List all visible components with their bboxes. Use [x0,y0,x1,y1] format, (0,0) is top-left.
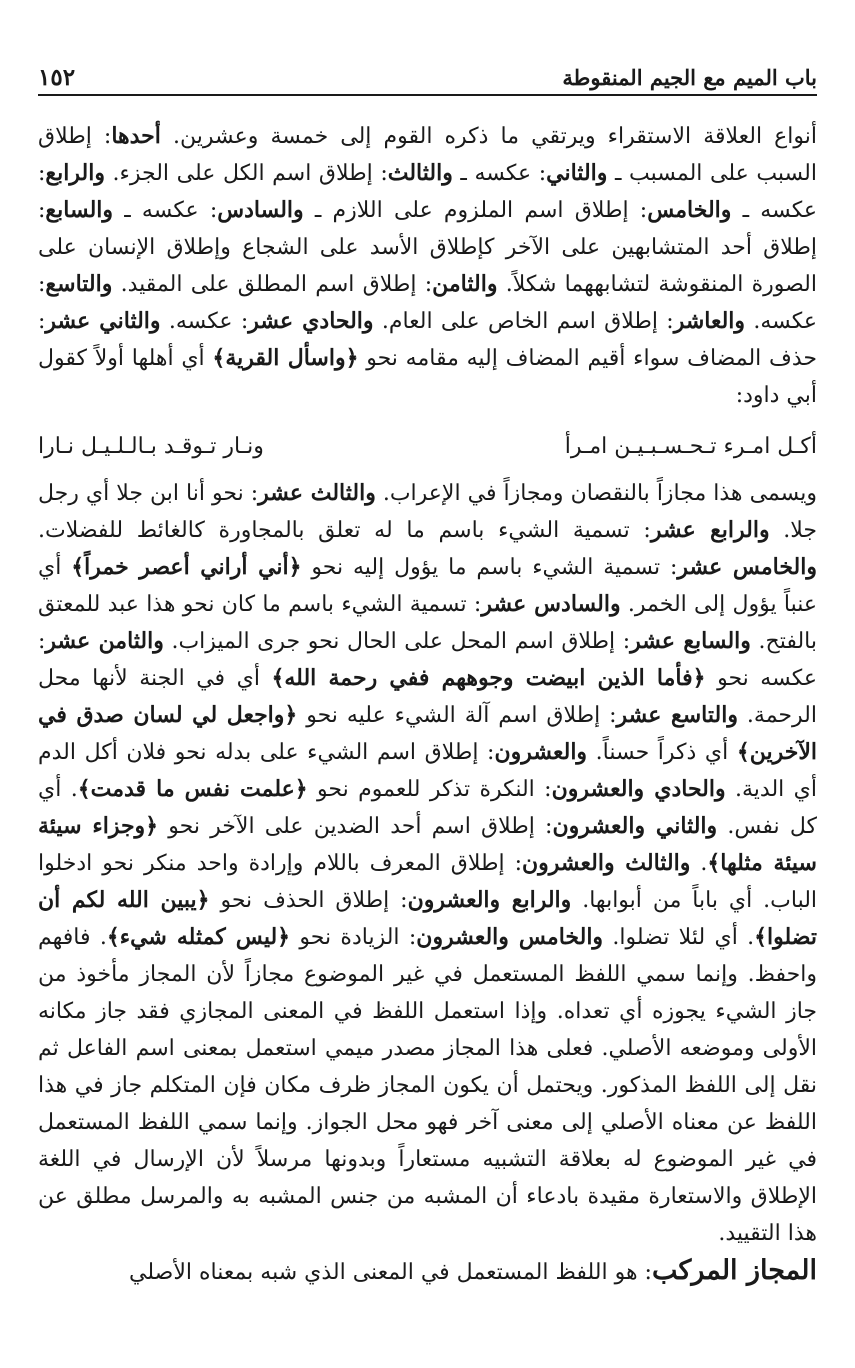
text-run: : إطلاق السبب على المسبب ـ [38,124,817,186]
running-title: باب الميم مع الجيم المنقوطة [562,64,817,90]
text-run: : عكسه ـ [113,198,218,223]
text-run: : عكسه ـ [452,161,547,186]
bold-term: والسابع [45,197,114,223]
text-run: : إطلاق اسم الملزوم على اللازم ـ [303,198,648,223]
bold-term: ﴿يبين الله لكم أن تضلوا﴾ [38,887,818,950]
bold-term: والسابع عشر [630,628,751,654]
text-run: : إطلاق اسم المطلق على المقيد. [112,272,433,297]
bold-term: والثاني عشر [45,308,161,334]
text-run: : عكسه نحو [38,629,818,691]
bold-term: والتاسع عشر [616,702,738,728]
bold-term: والثالث [387,160,453,186]
text-run: أي أهلها أولاً كقول أبي داود: [38,346,817,408]
text-run: : إطلاق المعرف باللام وإرادة واحد منكر نحو ادخلوا الباب. أي باباً من أبوابها. [38,851,818,913]
bold-term: والثامن عشر [45,628,164,654]
text-run: : عكسه. [160,309,249,334]
text-run: : عكسه. [38,272,818,334]
text-run: : إطلاق أحد المتشابهين على الآخر كإطلاق الأسد على الشجاع وإطلاق الإنسان على الصورة المنقوشة لتشابههما شكلاً. [38,198,817,297]
bold-term: والسادس عشر [481,591,621,617]
bold-term: والحادي عشر [248,308,374,334]
bold-term: ﴿علمت نفس ما قدمت﴾ [77,776,308,802]
text-run: أي ذكراً حسناً. [587,740,737,765]
bold-term: ﴿ليس كمثله شيء﴾ [106,924,291,950]
bold-term: ﴿واجعل لي لسان صدق في الآخرين﴾ [38,702,817,765]
bold-term: والحادي والعشرون [551,776,726,802]
body-text [38,118,817,1291]
paragraph-1 [38,118,817,414]
bold-term: والعاشر [673,308,746,334]
text-run: أنواع العلاقة الاستقراء ويرتقي ما ذكره القوم إلى خمسة وعشرين. [160,124,817,149]
text-run: : النكرة تذكر للعموم نحو [307,777,552,802]
bold-term: والثالث عشر [258,480,376,506]
text-run: أي عنباً يؤول إلى الخمر. [38,555,817,617]
bold-term: أحدها [111,123,161,149]
verse-second-hemistich: ونـار تـوقـد بـالـلـيـل نـارا [38,434,264,459]
entry-definition: : هو اللفظ المستعمل في المعنى الذي شبه بمعناه الأصلي [129,1260,652,1285]
text-run: : إطلاق الحذف نحو [209,888,408,913]
bold-term: ﴿واسأل القرية﴾ [212,345,359,371]
bold-term: والتاسع [45,271,113,297]
bold-term: والعشرون [494,739,588,765]
text-run: . أي كل نفس. [38,777,817,839]
bold-term: والسادس [217,197,304,223]
bold-term: والرابع والعشرون [407,887,572,913]
bold-term: والرابع عشر [650,517,770,543]
bold-term: ﴿وجزاء سيئة سيئة مثلها﴾ [38,813,817,876]
poetry-verse [38,428,817,465]
text-run: . أي لئلا تضلوا. [603,925,755,950]
text-run: : عكسه ـ [38,161,817,223]
bold-term: والخامس [647,197,732,223]
page-header [38,60,817,96]
bold-term: والرابع [45,160,105,186]
verse-first-hemistich: أكـل امـرء تـحـسـبـيـن امـرأ [564,434,817,459]
text-run: : الزيادة نحو [290,925,417,950]
text-run: : إطلاق اسم المحل على الحال نحو جرى الميزاب. [163,629,631,654]
text-run: : إطلاق اسم أحد الضدين على الآخر نحو [158,814,553,839]
bold-term: ﴿أني أراني أعصر خمراً﴾ [71,554,302,580]
text-run: : إطلاق اسم الخاص على العام. [373,309,674,334]
bold-term: والثامن [432,271,498,297]
text-run: : تسمية الشيء باسم ما له تعلق بالمجاورة كالغائط للفضلات. [38,518,651,543]
text-run: . فافهم واحفظ. وإنما سمي اللفظ المستعمل في غير الموضوع مجازاً لأن المجاز مأخوذ من جاز الشيء يجوزه أي تعداه. وإذا استعمل اللفظ في المعنى المجازي فقد جاز مكانه الأولى وموضعه الأصلي. فعلى هذا المجاز مصدر ميمي استعمل بمعنى اسم الفاعل ثم نقل إلى اللفظ المذكور. ويحتمل أن يكون المجاز ظرف مكان فإن المتكلم جاز في هذا اللفظ عن معناه الأصلي إلى معنى آخر فهو محل الجواز. وإنما سمي اللفظ المستعمل في غير الموضوع له بعلاقة التشبيه مستعاراً وبدونها مرسلاً لأن الإرسال في اللغة الإطلاق والاستعارة مقيدة بادعاء أن المشبه من جنس المشبه به والمرسل مطلق عن هذا التقييد. [38,925,817,1246]
bold-term: والثالث والعشرون [522,850,691,876]
bold-term: والثاني [546,160,608,186]
text-run: : إطلاق اسم الشيء على بدله نحو فلان أكل الدم أي الدية. [38,740,817,802]
text-run: : إطلاق اسم آلة الشيء عليه نحو [297,703,617,728]
text-run: : تسمية الشيء باسم ما كان نحو هذا عبد للمعتق بالفتح. [38,592,817,654]
bold-term: والخامس والعشرون [416,924,604,950]
bold-term: والثاني والعشرون [552,813,718,839]
paragraph-2 [38,475,817,1252]
text-run: : تسمية الشيء باسم ما يؤول إليه نحو [301,555,678,580]
text-run: : حذف المضاف سواء أقيم المضاف إليه مقامه نحو [38,309,817,371]
text-run: ويسمى هذا مجازاً بالنقصان ومجازاً في الإعراب. [375,481,817,506]
entry-term: المجاز المركب [651,1255,817,1286]
bold-term: والخامس عشر [677,554,817,580]
bold-term: ﴿فأما الذين ابيضت وجوههم ففي رحمة الله﴾ [271,665,706,691]
text-run: : نحو أنا ابن جلا أي رجل جلا. [38,481,817,543]
glossary-entry [38,1252,817,1291]
text-run: : إطلاق اسم الكل على الجزء. [104,161,388,186]
page-number: ١٥٢ [38,63,76,91]
text-run: أي في الجنة لأنها محل الرحمة. [38,666,817,728]
text-run: . [690,851,708,876]
